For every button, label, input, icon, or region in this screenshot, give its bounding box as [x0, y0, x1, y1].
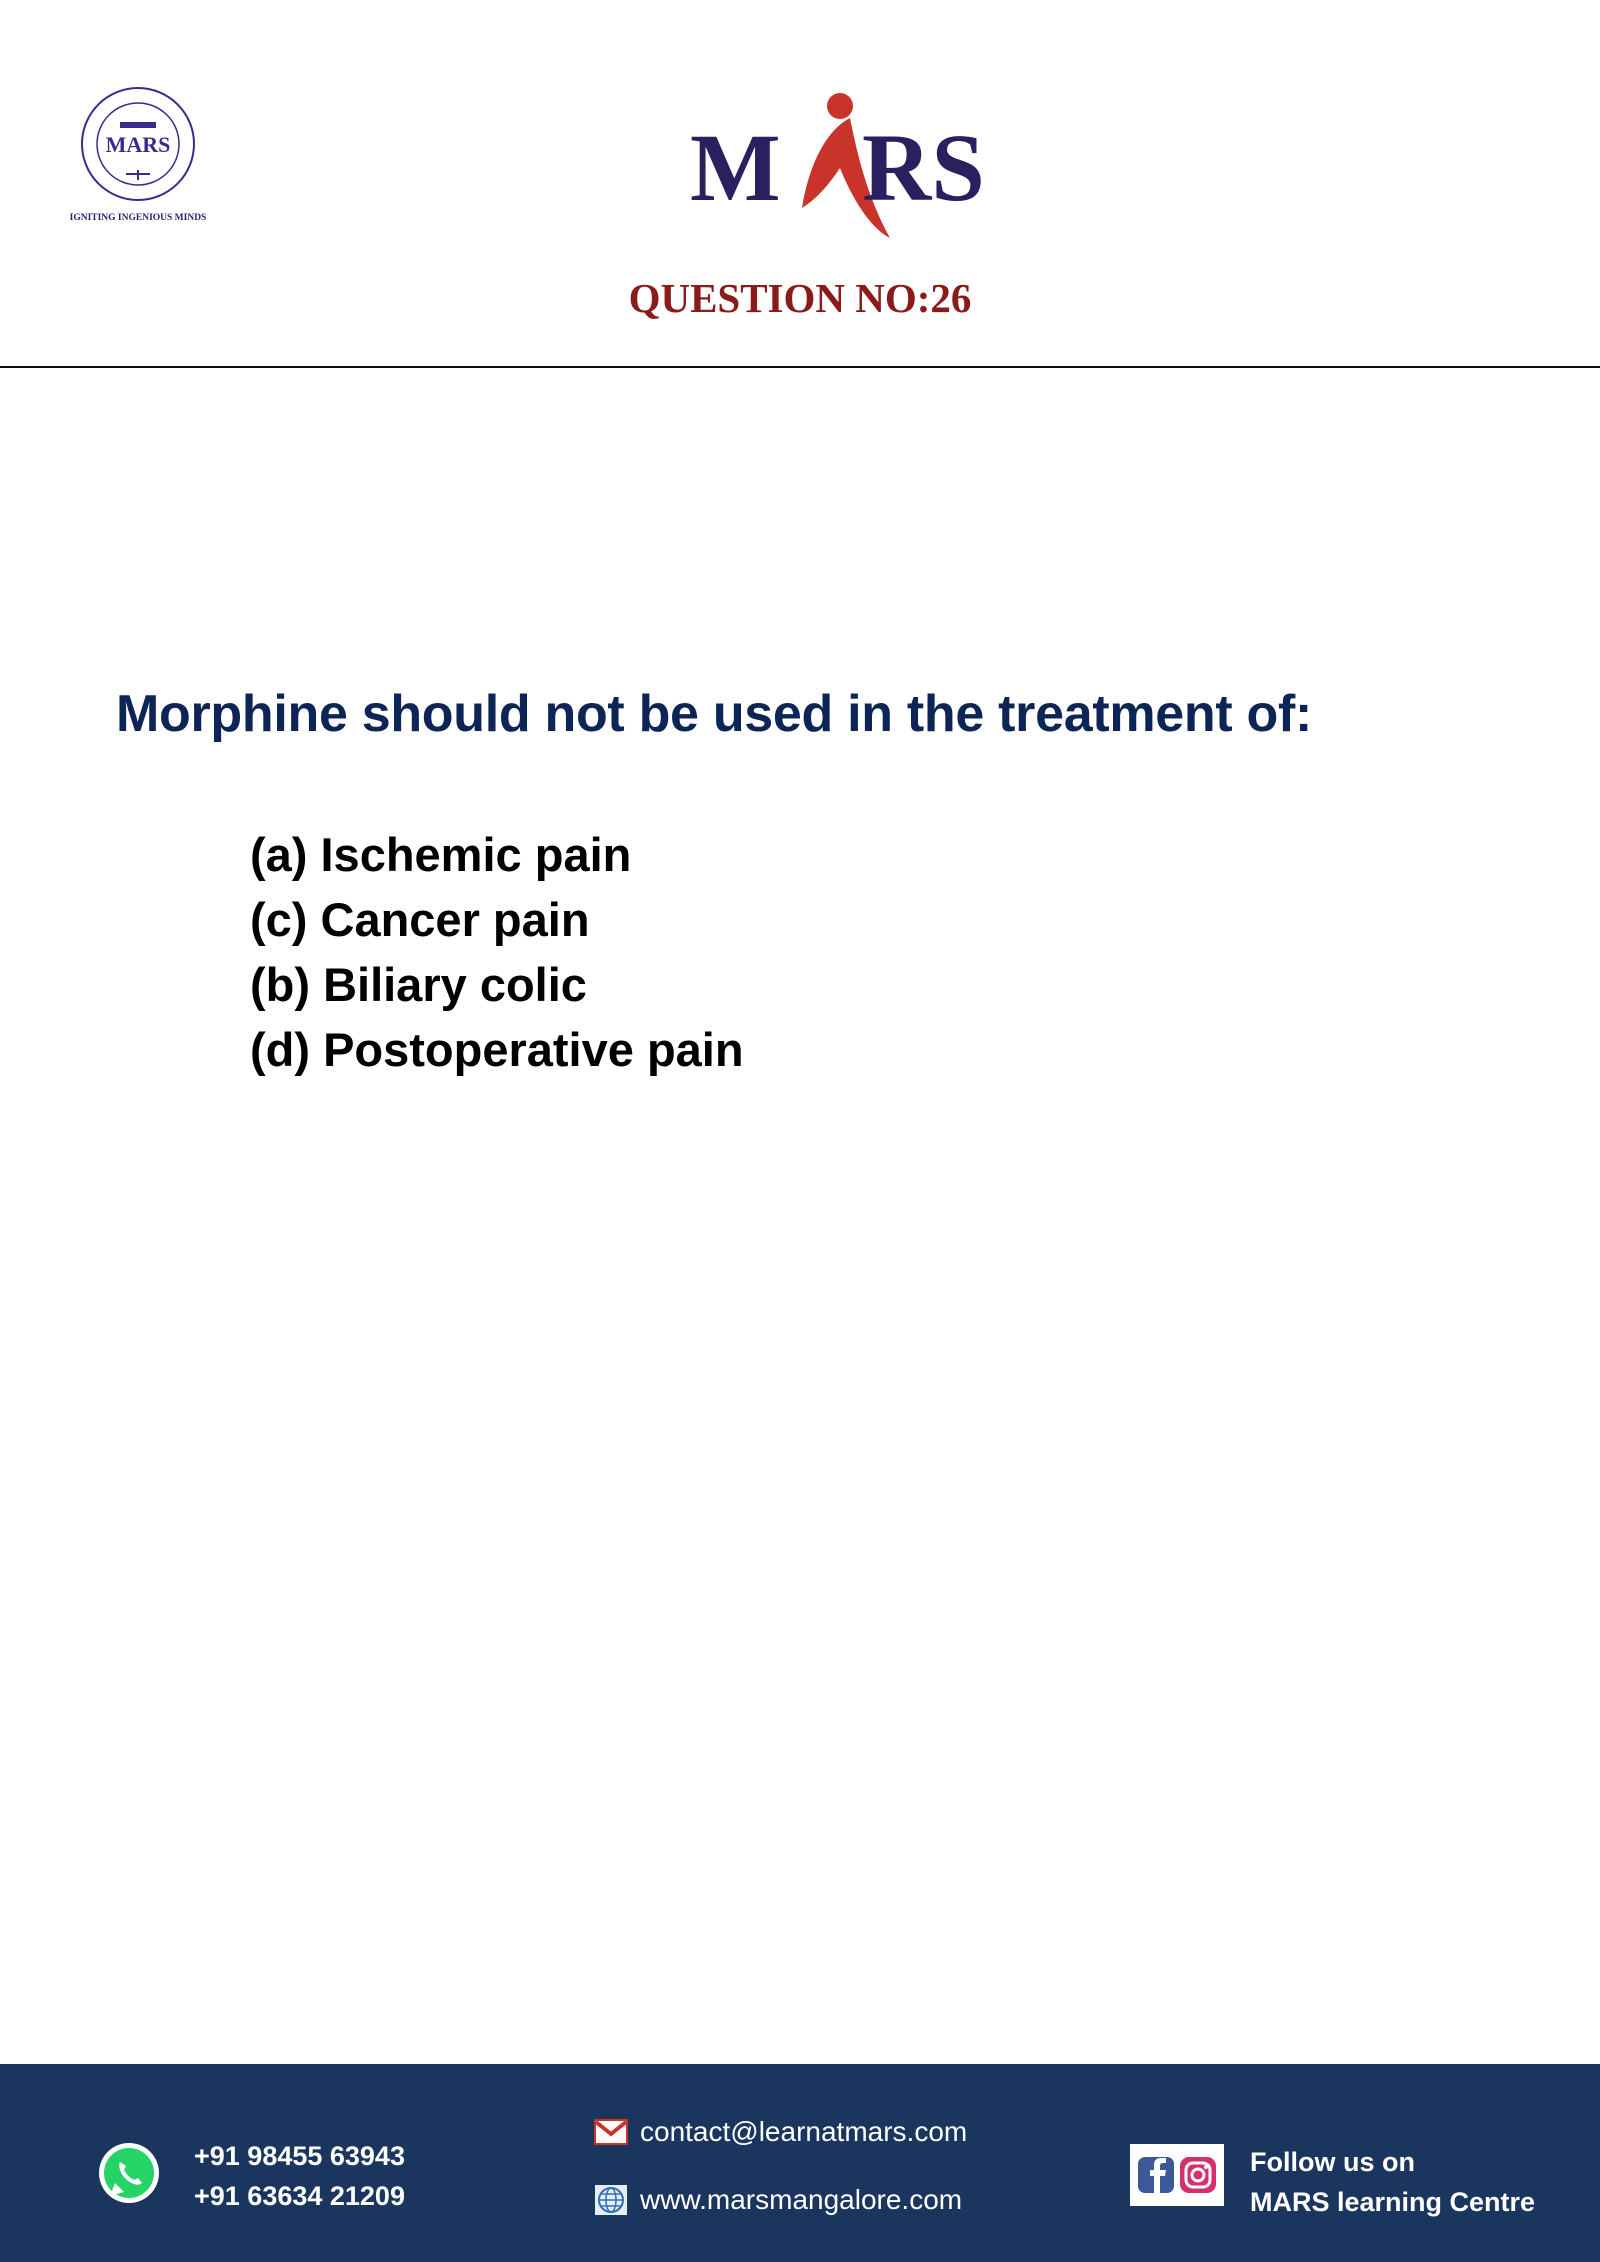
academy-seal-logo — [66, 82, 216, 222]
social-icons — [1130, 2144, 1224, 2206]
globe-icon — [594, 2184, 628, 2216]
mars-brand-logo — [690, 88, 1012, 242]
page-header — [0, 0, 1600, 368]
page-footer — [0, 2064, 1600, 2262]
instagram-icon[interactable] — [1180, 2157, 1216, 2193]
svg-text:IGNITING INGENIOUS MINDS: IGNITING INGENIOUS MINDS — [69, 213, 207, 222]
website-link[interactable]: www.marsmangalore.com — [640, 2184, 963, 2215]
follow-line: Follow us on — [1250, 2147, 1415, 2177]
facebook-icon[interactable] — [1138, 2157, 1174, 2193]
option-item: (b) Biliary colic — [250, 958, 587, 1011]
svg-text:RS: RS — [862, 114, 985, 221]
question-number: QUESTION NO:26 — [628, 275, 972, 321]
svg-text:MARS: MARS — [105, 132, 171, 157]
email-icon — [594, 2119, 628, 2145]
option-item: (d) Postoperative pain — [250, 1023, 744, 1076]
website-row — [594, 2184, 962, 2216]
option-item: (a) Ischemic pain — [250, 828, 632, 881]
svg-text:M: M — [690, 114, 781, 221]
email-row — [594, 2116, 967, 2148]
answer-options — [250, 822, 744, 1082]
phone-number[interactable]: +91 63634 21209 — [194, 2181, 405, 2211]
whatsapp-icon — [94, 2138, 164, 2208]
follow-us — [1250, 2142, 1535, 2222]
question-text: Morphine should not be used in the treatment of: — [116, 685, 1313, 743]
follow-line[interactable]: MARS learning Centre — [1250, 2187, 1536, 2217]
option-item: (c) Cancer pain — [250, 893, 590, 946]
phone-numbers — [194, 2136, 405, 2216]
phone-number[interactable]: +91 98455 63943 — [194, 2141, 405, 2171]
email-link[interactable]: contact@learnatmars.com — [640, 2116, 968, 2147]
header-divider — [0, 366, 1600, 368]
